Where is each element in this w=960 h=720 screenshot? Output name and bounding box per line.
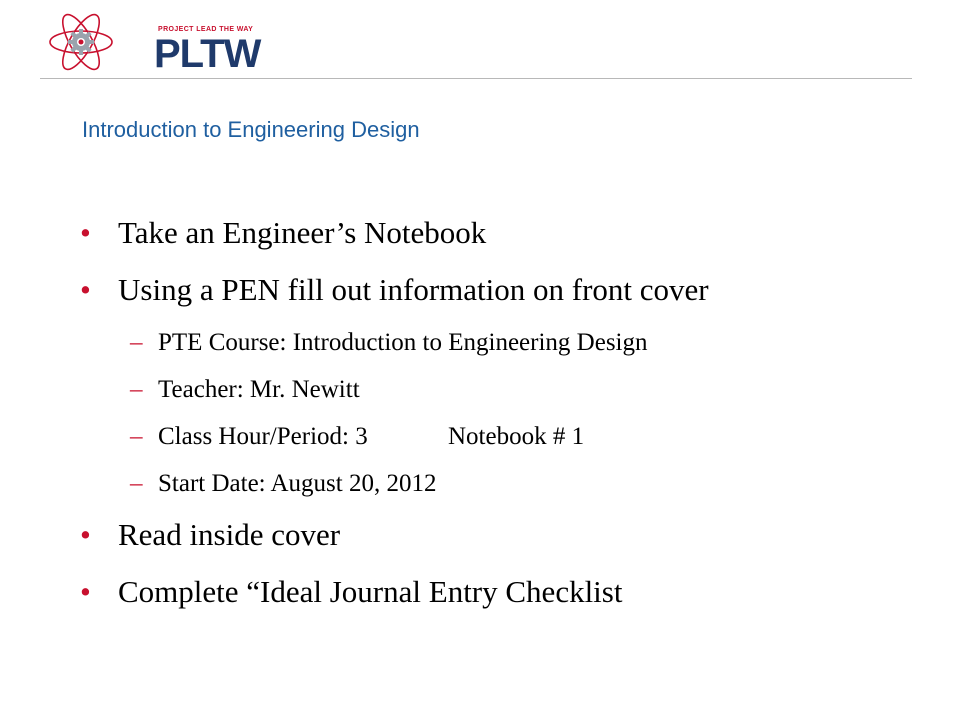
sub-bullet-text: Start Date: August 20, 2012 xyxy=(158,470,437,497)
logo-tagline: PROJECT LEAD THE WAY xyxy=(158,26,254,33)
bullet-item xyxy=(80,574,920,631)
bullet-item xyxy=(80,272,920,329)
bullet-text: Read inside cover xyxy=(118,517,341,552)
bullet-list xyxy=(80,215,920,631)
bullet-marker: • xyxy=(80,215,91,250)
bullet-item xyxy=(80,215,920,272)
logo-wordmark: PLTW xyxy=(154,32,261,76)
bullet-text: Take an Engineer’s Notebook xyxy=(118,215,487,250)
sub-bullet-item xyxy=(80,376,920,423)
sub-bullet-item xyxy=(80,423,920,470)
bullet-text: Complete “Ideal Journal Entry Checklist xyxy=(118,574,623,609)
sub-bullet-text: Teacher: Mr. Newitt xyxy=(158,376,360,403)
sub-bullet-text xyxy=(158,423,584,451)
sub-bullet-text: PTE Course: Introduction to Engineering Design xyxy=(158,329,648,356)
bullet-marker: • xyxy=(80,272,91,307)
sub-bullet-marker: – xyxy=(130,329,143,356)
atom-gear-icon xyxy=(46,10,116,74)
class-hour-text: Class Hour/Period: 3 xyxy=(158,423,368,450)
slide-title: Introduction to Engineering Design xyxy=(82,117,420,142)
notebook-number-text: Notebook # 1 xyxy=(448,423,585,450)
pltw-logo xyxy=(46,10,261,76)
sub-bullet-marker: – xyxy=(130,376,143,403)
bullet-marker: • xyxy=(80,517,91,552)
bullet-item xyxy=(80,517,920,574)
sub-bullet-marker: – xyxy=(130,423,143,450)
sub-bullet-item xyxy=(80,329,920,376)
sub-bullet-item xyxy=(80,470,920,517)
bullet-text: Using a PEN fill out information on front cover xyxy=(118,272,709,307)
bullet-marker: • xyxy=(80,574,91,609)
header-divider xyxy=(40,78,912,79)
sub-bullet-marker: – xyxy=(130,470,143,497)
